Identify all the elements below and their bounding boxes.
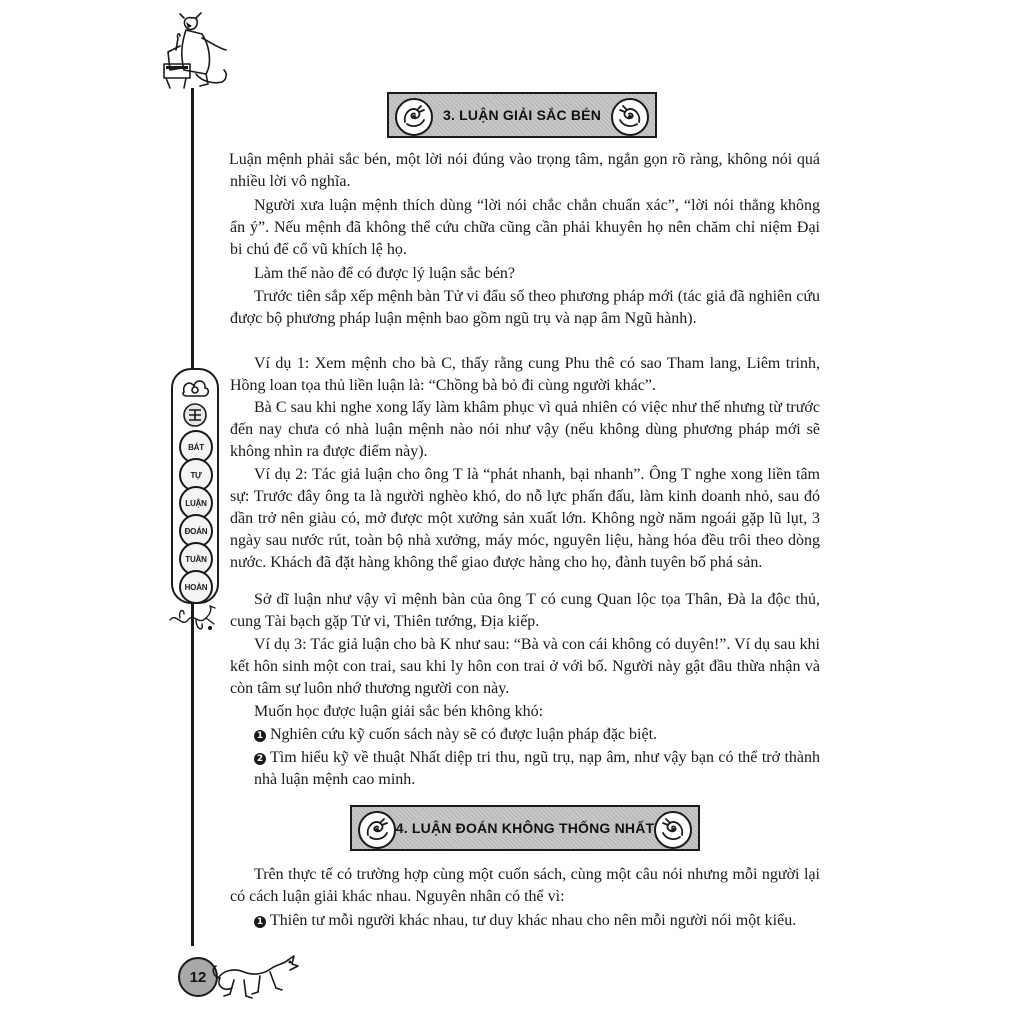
paragraph: Ví dụ 2: Tác giả luận cho ông T là “phát nhanh, bại nhanh”. Ông T nghe xong liền tâm sự: Trước đây ông ta là người nghèo khó, do nỗ lực phấn đấu, làm kinh doanh nhỏ, sau đó dần trở nên giàu có, mở được một xưởng sản xuất lớn. Không ngờ năm ngoái gặp lũ lụt, 3 ngày sau nước rút, toàn bộ nhà xưởng, máy móc, nguyên liệu, hàng hóa đều trôi theo dòng nước. Khách đã đặt hàng không thể giao được hàng cho họ, đành tuyên bố phá sản. — [230, 466, 820, 571]
paragraph: Luận mệnh phải sắc bén, một lời nói đúng vào trọng tâm, ngắn gọn rõ ràng, không nói quá nhiều lời vô nghĩa. — [229, 151, 820, 190]
dragon-medallion-icon — [395, 98, 433, 136]
side-label-4: ĐOÁN — [179, 514, 213, 548]
round-seal-icon — [180, 402, 210, 428]
side-label-3: LUẬN — [179, 486, 213, 520]
list-item: 1 Nghiên cứu kỹ cuốn sách này sẽ có được luận pháp đặc biệt. — [254, 724, 820, 746]
bullet-marker: 1 — [254, 730, 266, 742]
paragraph: Người xưa luận mệnh thích dùng “lời nói chắc chắn chuẩn xác”, “lời nói thẳng không ẩn ý”. Nếu mệnh đã không thể cứu chữa cũng cần phải khuyên họ nên chăm chỉ niệm Đại bi chú để cổ vũ khích lệ họ. — [230, 197, 820, 258]
dragon-medallion-icon — [654, 811, 692, 849]
side-label-6: HOÀN — [179, 570, 213, 604]
dragon-medallion-icon — [358, 811, 396, 849]
section-3-heading: 3. LUẬN GIẢI SẮC BÉN — [442, 107, 601, 123]
side-label-5: TUẦN — [179, 542, 213, 576]
cloud-emblem-icon — [180, 376, 210, 402]
side-label-2: TỰ — [179, 458, 213, 492]
paragraph: Bà C sau khi nghe xong lấy làm khâm phục vì quả nhiên có việc như thế nhưng từ trước đến nay chưa có nhà luận mệnh nào nói như vậy (nếu không dùng phương pháp mới sẽ không nhìn ra được điểm này). — [230, 399, 820, 460]
side-tab-panel — [171, 368, 219, 604]
paragraph: Làm thế nào để có được lý luận sắc bén? — [254, 265, 516, 282]
section-heading-banner — [350, 805, 700, 851]
section-heading-banner — [387, 92, 657, 138]
section-4-heading: 4. LUẬN ĐOÁN KHÔNG THỐNG NHẤT — [395, 820, 655, 836]
paragraph: Trước tiên sắp xếp mệnh bàn Tử vi đẩu số theo phương pháp mới (tác giả đã nghiên cứu được bộ phương pháp luận mệnh bao gồm ngũ trụ và nạp âm Ngũ hành). — [230, 288, 820, 327]
page-number: 12 — [178, 957, 218, 997]
list-item: 2 Tìm hiểu kỹ về thuật Nhất diệp tri thu, ngũ trụ, nạp âm, như vậy bạn có thể trở thành nhà luận mệnh cao minh. — [254, 749, 820, 788]
dragon-creature-illustration-icon — [210, 948, 300, 1002]
bullet-marker: 2 — [254, 753, 266, 765]
bullet-marker: 1 — [254, 916, 266, 928]
paragraph: Ví dụ 1: Xem mệnh cho bà C, thấy rằng cung Phu thê có sao Tham lang, Liêm trinh, Hồng loan tọa thủ liền luận là: “Chồng bà bỏ đi cùng người khác”. — [230, 355, 820, 394]
paragraph: Muốn học được luận giải sắc bén không khó: — [254, 703, 544, 720]
side-label-1: BÁT — [179, 430, 213, 464]
list-item: 1 Thiên tư mỗi người khác nhau, tư duy khác nhau cho nên mỗi người nói một kiểu. — [254, 910, 820, 932]
paragraph: Trên thực tế có trường hợp cùng một cuốn sách, cùng một câu nói nhưng mỗi người lại có cách luận giải khác nhau. Nguyên nhân có thể vì: — [230, 866, 820, 905]
vine-ornament-icon — [166, 602, 218, 638]
paragraph: Sở dĩ luận như vậy vì mệnh bàn của ông T có cung Quan lộc tọa Thân, Đà la độc thủ, cung Tài bạch gặp Tử vi, Thiên tướng, Địa kiếp. — [230, 591, 820, 630]
scholar-illustration-icon — [156, 12, 236, 96]
dragon-medallion-icon — [611, 98, 649, 136]
paragraph: Ví dụ 3: Tác giả luận cho bà K như sau: “Bà và con cái không có duyên!”. Ví dụ sau khi kết hôn sinh một con trai, sau khi ly hôn con trai ở với bố. Người này gật đầu thừa nhận và còn tâm sự luôn nhớ thương người con này. — [230, 636, 820, 697]
